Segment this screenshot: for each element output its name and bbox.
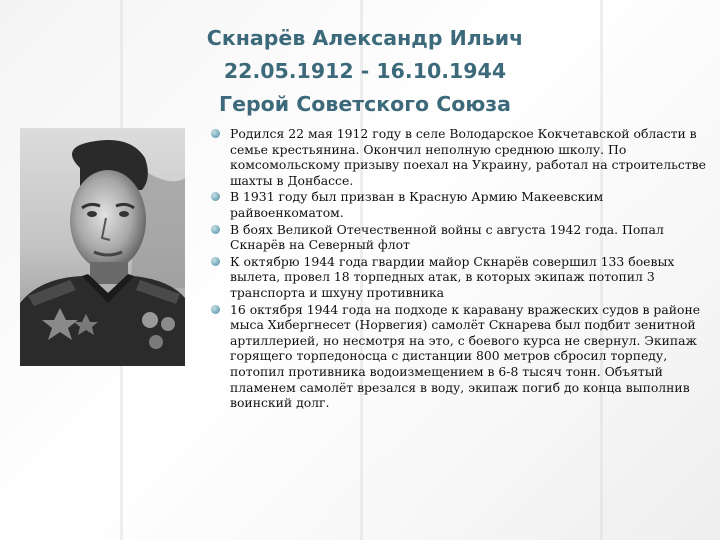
portrait-illustration — [20, 128, 185, 366]
list-item — [210, 189, 710, 220]
bullet-icon — [211, 257, 220, 266]
biography-list — [210, 126, 710, 412]
list-item-text: В боях Великой Отечественной войны с августа 1942 года. Попал Скнарёв на Северный флот — [230, 221, 664, 253]
title-name: Скнарёв Александр Ильич — [206, 26, 524, 50]
list-item-text: Родился 22 мая 1912 году в селе Володарское Кокчетавской области в семье крестьянина. Окончил неполную среднюю школу. По комсомольскому призыву поехал на Украину, работал на строительстве шахты в Донбассе. — [230, 126, 706, 188]
list-item-text: 16 октября 1944 года на подходе к каравану вражеских судов в районе мыса Хибергнесет (Норвегия) самолёт Скнарева был подбит зенитной артиллерией, но несмотря на это, с боевого курса не свернул. Экипаж горящего торпедоносца с дистанции 800 метров сбросил торпеду, потопил противника водоизмещением в 6-8 тысяч тонн. Объятый пламенем самолёт врезался в воду, экипаж погиб до конца выполнив воинский долг. — [230, 301, 701, 411]
title-honor: Герой Советского Союза — [219, 92, 511, 116]
list-item — [210, 126, 710, 188]
list-item — [210, 302, 710, 411]
bullet-icon — [211, 129, 220, 138]
list-item — [210, 254, 710, 301]
list-item-text: В 1931 году был призван в Красную Армию Макеевским райвоенкоматом. — [230, 189, 604, 220]
title-dates: 22.05.1912 - 16.10.1944 — [223, 59, 507, 83]
portrait-photo — [20, 128, 185, 366]
bullet-icon — [211, 225, 220, 234]
list-item — [210, 222, 710, 253]
page-title — [180, 22, 550, 121]
bullet-icon — [211, 305, 220, 314]
list-item-text: К октябрю 1944 года гвардии майор Скнарёв совершил 133 боевых вылета, провел 18 торпедных атак, в которых экипаж потопил 3 транспорта и шхуну противника — [230, 253, 675, 300]
bullet-icon — [211, 192, 220, 201]
